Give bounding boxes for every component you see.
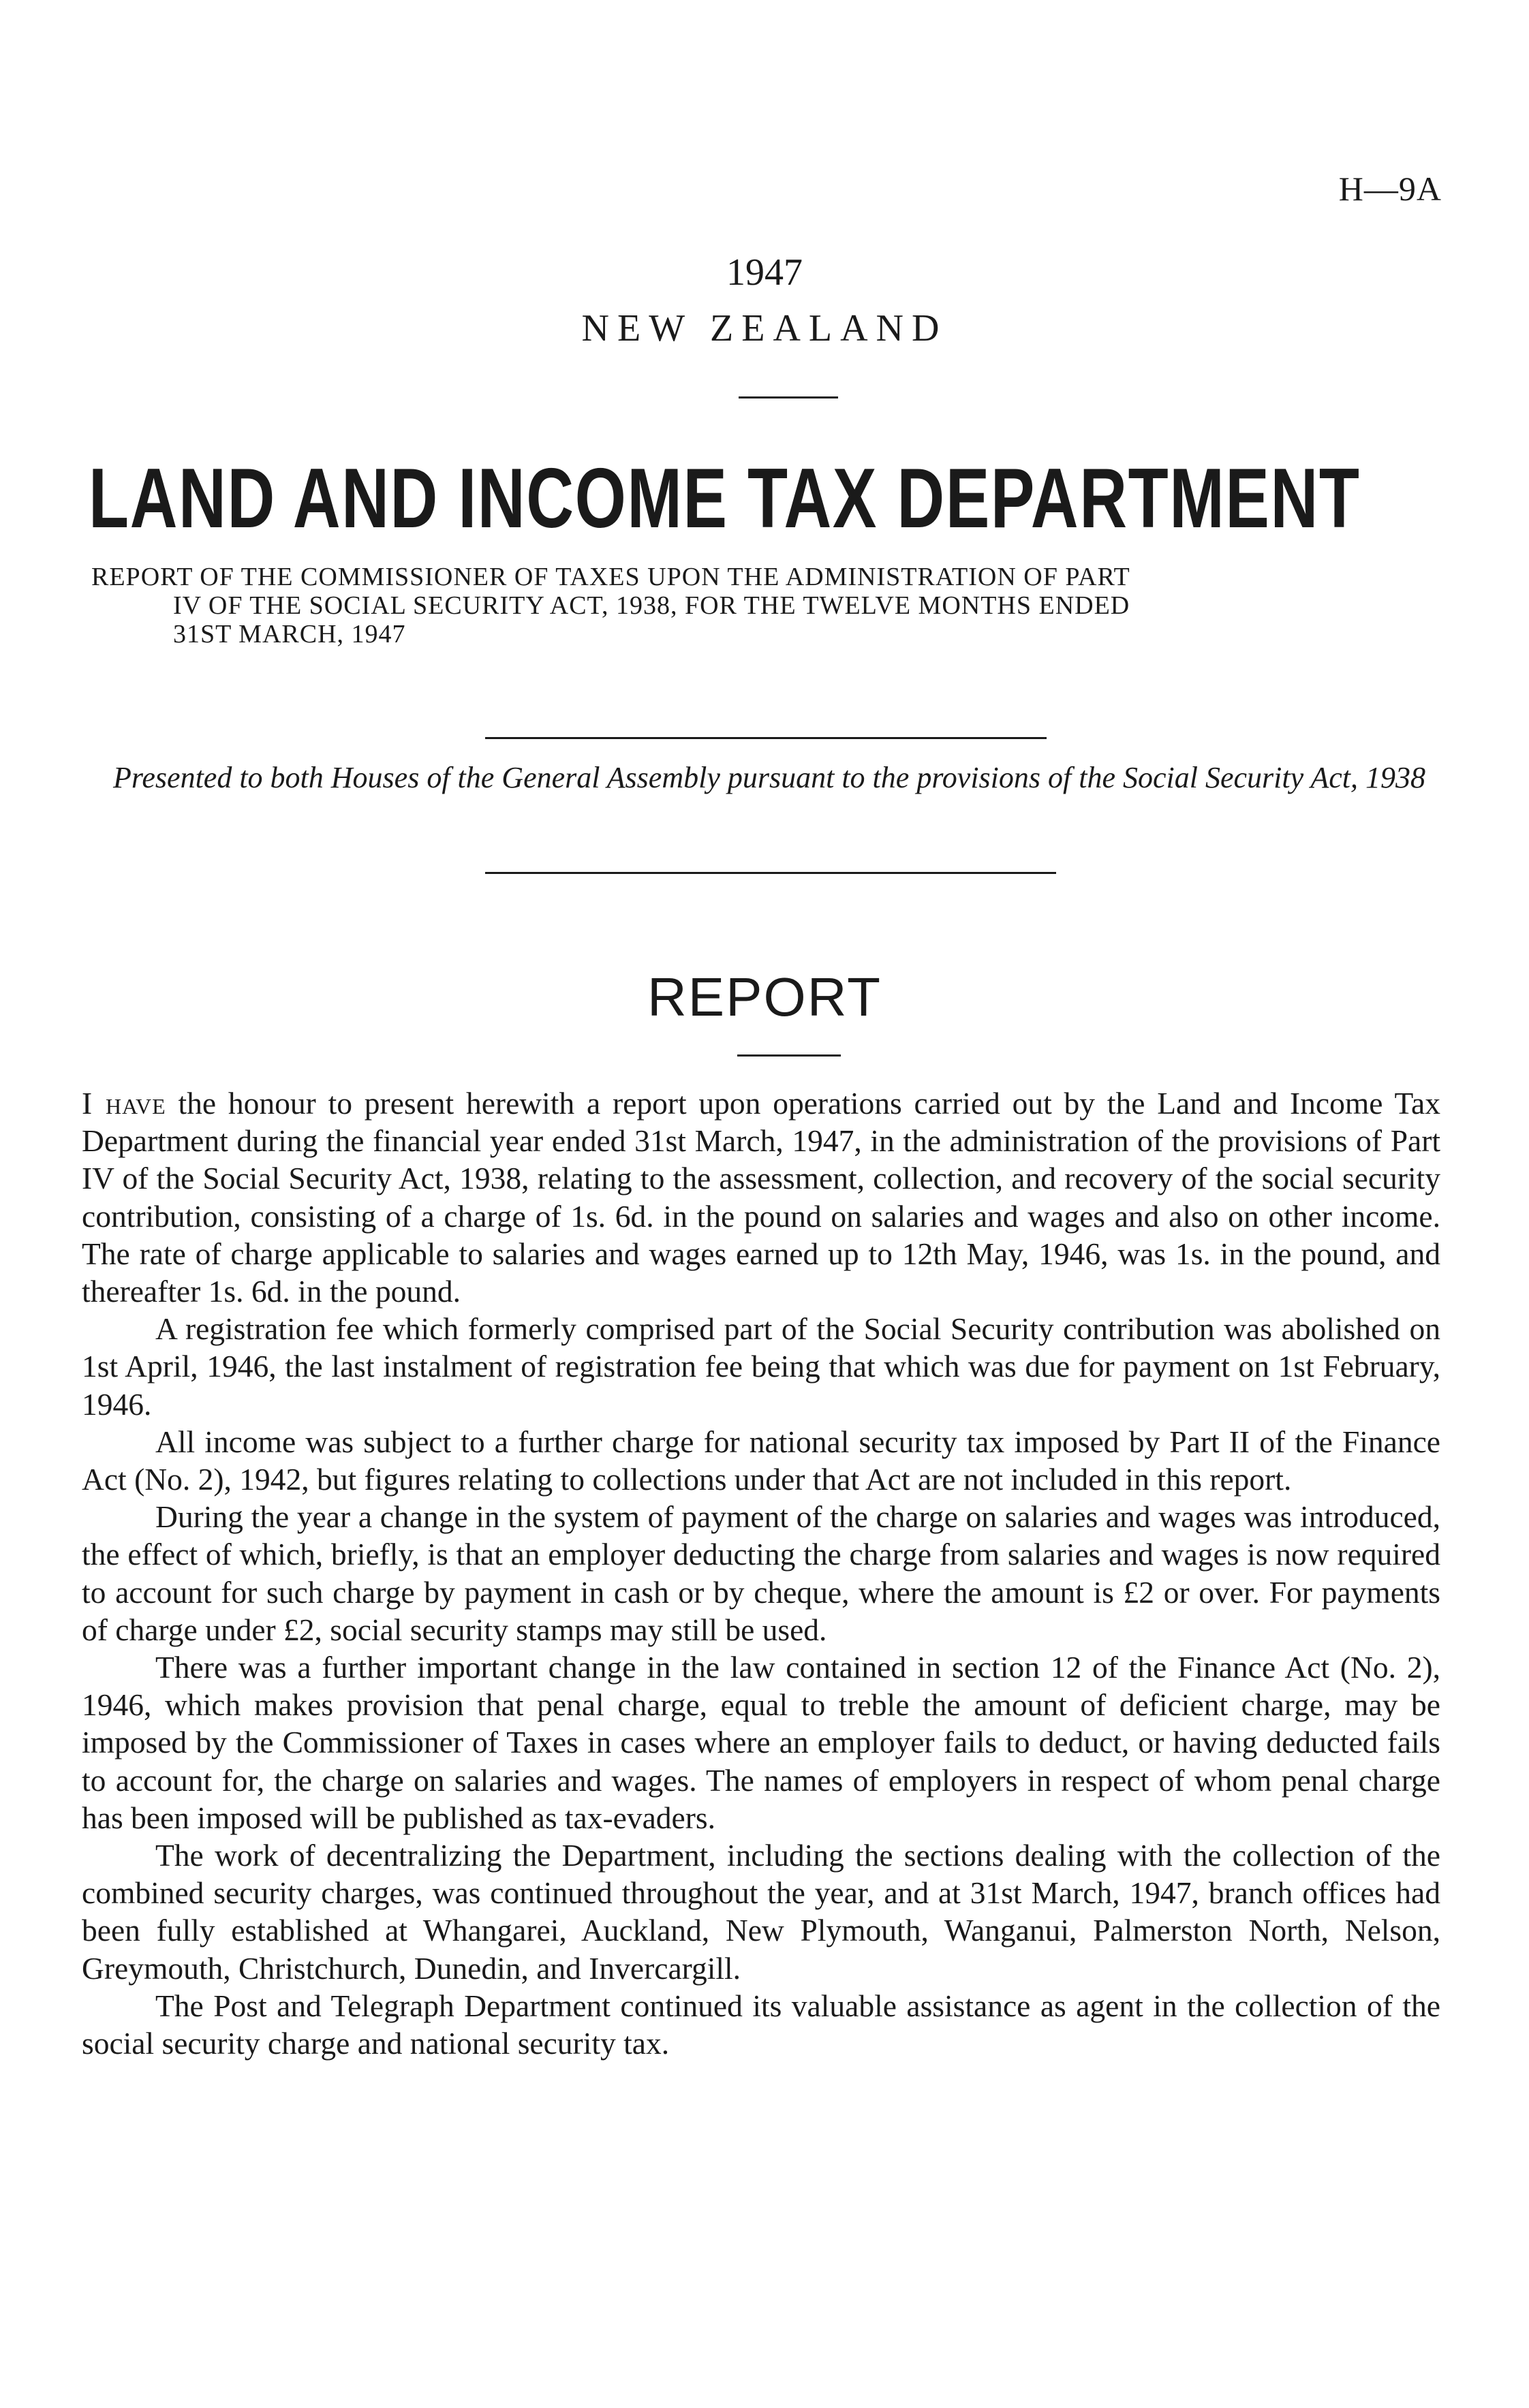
body-paragraph: The work of decentralizing the Department, including the sections dealing with the collection of the combined security charges, was continued throughout the year, and at 31st March, 1947, branch offices had been fully established at Whangarei, Auckland, New Plymouth, Wanganui, Palmerston North, Nelson, Greymouth, Christchurch, Dunedin, and Invercargill. [82, 1838, 1440, 1986]
department-title: LAND AND INCOME TAX DEPARTMENT [89, 452, 1361, 546]
body-paragraph: All income was subject to a further charge for national security tax imposed by Part II of the Finance Act (No. 2), 1942, but figures relating to collections under that Act are not included in this report. [82, 1424, 1440, 1497]
body-paragraph: During the year a change in the system of payment of the charge on salaries and wages was introduced, the effect of which, briefly, is that an employer deducting the charge from salaries and wages is now required to account for such charge by payment in cash or by cheque, where the amount is £2 or over. For payments of charge under £2, social security stamps may still be used. [82, 1499, 1440, 1647]
page-reference: H—9A [1338, 170, 1442, 208]
body-paragraph: A registration fee which formerly comprised part of the Social Security contribution was abolished on 1st April, 1946, the last instalment of registration fee being that which was due for payment on 1st February, 1946. [82, 1311, 1440, 1422]
country-heading: NEW ZEALAND [581, 307, 948, 349]
report-heading: REPORT [647, 967, 882, 1027]
paragraph-text: the honour to present herewith a report upon operations carried out by the Land and Income Tax Department during the financial year ended 31st March, 1947, in the administration of the provisions of Part IV of the Social Security Act, 1938, relating to the assessment, collection, and recovery of the social security contribution, consisting of a charge of 1s. 6d. in the pound on salaries and wages and also on other income. The rate of charge applicable to salaries and wages earned up to 12th May, 1946, was 1s. in the pound, and thereafter 1s. 6d. in the pound. [82, 1086, 1441, 1309]
report-subtitle-line: 31ST MARCH, 1947 [173, 620, 406, 648]
body-paragraph [82, 1084, 1440, 1310]
divider-rule [485, 737, 1047, 739]
opening-words: I have [82, 1086, 166, 1121]
body-paragraph: The Post and Telegraph Department continued its valuable assistance as agent in the collection of the social security charge and national security tax. [82, 1988, 1440, 2061]
report-body [82, 1084, 1440, 2062]
publication-year: 1947 [726, 251, 803, 294]
divider-rule [737, 1054, 841, 1057]
body-paragraph: There was a further important change in the law contained in section 12 of the Finance Act (No. 2), 1946, which makes provision that penal charge, equal to treble the amount of deficient charge, may be imposed by the Commissioner of Taxes in cases where an employer fails to deduct, or having deducted fails to account for, the charge on salaries and wages. The names of employers in respect of whom penal charge has been imposed will be published as tax-evaders. [82, 1650, 1440, 1835]
report-subtitle-line: IV OF THE SOCIAL SECURITY ACT, 1938, FOR THE TWELVE MONTHS ENDED [173, 591, 1130, 620]
divider-rule [485, 872, 1056, 874]
presentation-note: Presented to both Houses of the General Assembly pursuant to the provisions of the Social Security Act, 1938 [113, 761, 1425, 794]
report-subtitle [91, 563, 1447, 648]
divider-rule [739, 396, 838, 398]
report-subtitle-line: REPORT OF THE COMMISSIONER OF TAXES UPON THE ADMINISTRATION OF PART [91, 563, 1130, 591]
